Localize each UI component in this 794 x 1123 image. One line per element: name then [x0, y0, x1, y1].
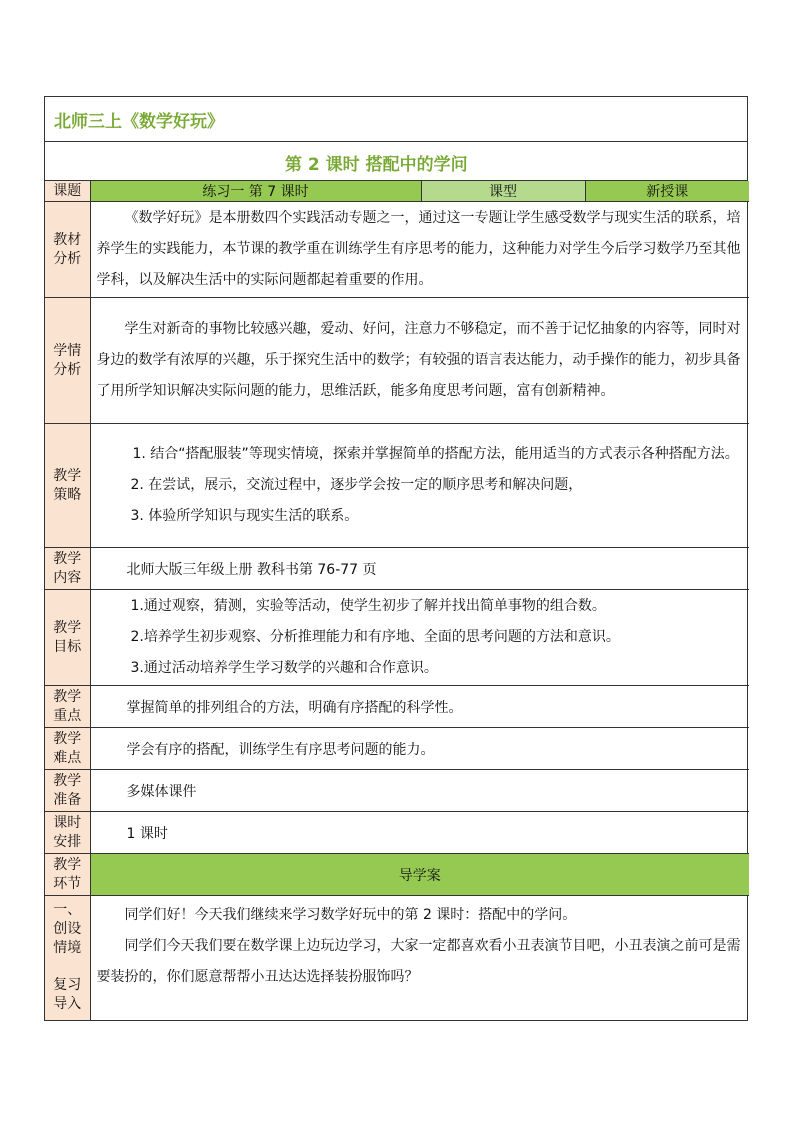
- prep-label: 教学 准备: [45, 770, 90, 812]
- topic-row: [45, 181, 749, 202]
- time-row: [45, 812, 749, 854]
- difficulty-row: [45, 728, 749, 770]
- key-text: 掌握简单的排列组合的方法，明确有序搭配的科学性。: [90, 686, 749, 728]
- strategy-item-3: 3. 体验所学知识与现实生活的联系。: [130, 508, 359, 524]
- strategy-text-cell: [90, 424, 749, 548]
- plan-grid: [45, 181, 749, 1020]
- students-row: [45, 298, 749, 424]
- lesson-plan-table: [44, 96, 748, 1021]
- content-text: 北师大版三年级上册 教科书第 76-77 页: [90, 548, 749, 590]
- steps-guide-header: 导学案: [90, 854, 749, 896]
- strategy-label: 教学 策略: [45, 424, 90, 548]
- key-label: 教学 重点: [45, 686, 90, 728]
- steps-row: [45, 854, 749, 896]
- lesson-title: 第 2 课时 搭配中的学问: [285, 155, 468, 175]
- intro-label: 一、 创设 情境 复习 导入: [45, 896, 90, 1020]
- students-text: 学生对新奇的事物比较感兴趣，爱动、好问，注意力不够稳定，而不善于记忆抽象的内容等，同时对身边的数学有浓厚的兴趣，乐于探究生活中的数学；有较强的语言表达能力，动手操作的能力，初步具备了用所学知识解决实际问题的能力，思维活跃，能多角度思考问题，富有创新精神。: [96, 321, 741, 399]
- prep-row: [45, 770, 749, 812]
- key-row: [45, 686, 749, 728]
- intro-text-cell: [90, 896, 749, 1020]
- strategy-item-1: 1. 结合“搭配服装”等现实情境，探索并掌握简单的搭配方法，能用适当的方式表示各种搭配方法。: [132, 446, 739, 462]
- goal-item-1: 1.通过观察，猜测，实验等活动，使学生初步了解并找出简单事物的组合数。: [130, 598, 606, 614]
- time-text: 1 课时: [90, 812, 749, 854]
- topic-value: 练习一 第 7 课时: [90, 181, 421, 202]
- goals-text-cell: [90, 590, 749, 686]
- type-label: 课型: [421, 181, 585, 202]
- material-row: [45, 202, 749, 298]
- material-text: 《数学好玩》是本册数四个实践活动专题之一，通过这一专题让学生感受数学与现实生活的联系，培养学生的实践能力，本节课的教学重在训练学生有序思考的能力，这种能力对学生今后学习数学乃至其他学科，以及解决生活中的实际问题都起着重要的作用。: [96, 210, 741, 288]
- prep-text: 多媒体课件: [90, 770, 749, 812]
- students-text-cell: [90, 298, 749, 424]
- goals-label: 教学 目标: [45, 590, 90, 686]
- strategy-row: [45, 424, 749, 548]
- series-title-row: [45, 97, 747, 142]
- time-label: 课时 安排: [45, 812, 90, 854]
- lesson-title-row: [45, 142, 747, 181]
- difficulty-text: 学会有序的搭配，训练学生有序思考问题的能力。: [90, 728, 749, 770]
- students-label: 学情 分析: [45, 298, 90, 424]
- content-row: [45, 548, 749, 590]
- type-value: 新授课: [585, 181, 749, 202]
- material-label: 教材 分析: [45, 202, 90, 298]
- goals-row: [45, 590, 749, 686]
- difficulty-label: 教学 难点: [45, 728, 90, 770]
- goal-item-2: 2.培养学生初步观察、分析推理能力和有序地、全面的思考问题的方法和意识。: [130, 629, 620, 645]
- topic-label: 课题: [45, 181, 90, 202]
- strategy-item-2: 2. 在尝试，展示，交流过程中，逐步学会按一定的顺序思考和解决问题，: [130, 477, 583, 493]
- intro-row: [45, 896, 749, 1020]
- series-title: 北师三上《数学好玩》: [54, 112, 224, 132]
- intro-para-1: 同学们好！今天我们继续来学习数学好玩中的第 2 课时：搭配中的学问。: [124, 907, 577, 923]
- steps-label: 教学 环节: [45, 854, 90, 896]
- goal-item-3: 3.通过活动培养学生学习数学的兴趣和合作意识。: [130, 660, 438, 676]
- intro-para-2: 同学们今天我们要在数学课上边玩边学习，大家一定都喜欢看小丑表演节目吧，小丑表演之前可是需要装扮的，你们愿意帮帮小丑达达选择装扮服饰吗？: [96, 938, 741, 985]
- content-label: 教学 内容: [45, 548, 90, 590]
- material-text-cell: [90, 202, 749, 298]
